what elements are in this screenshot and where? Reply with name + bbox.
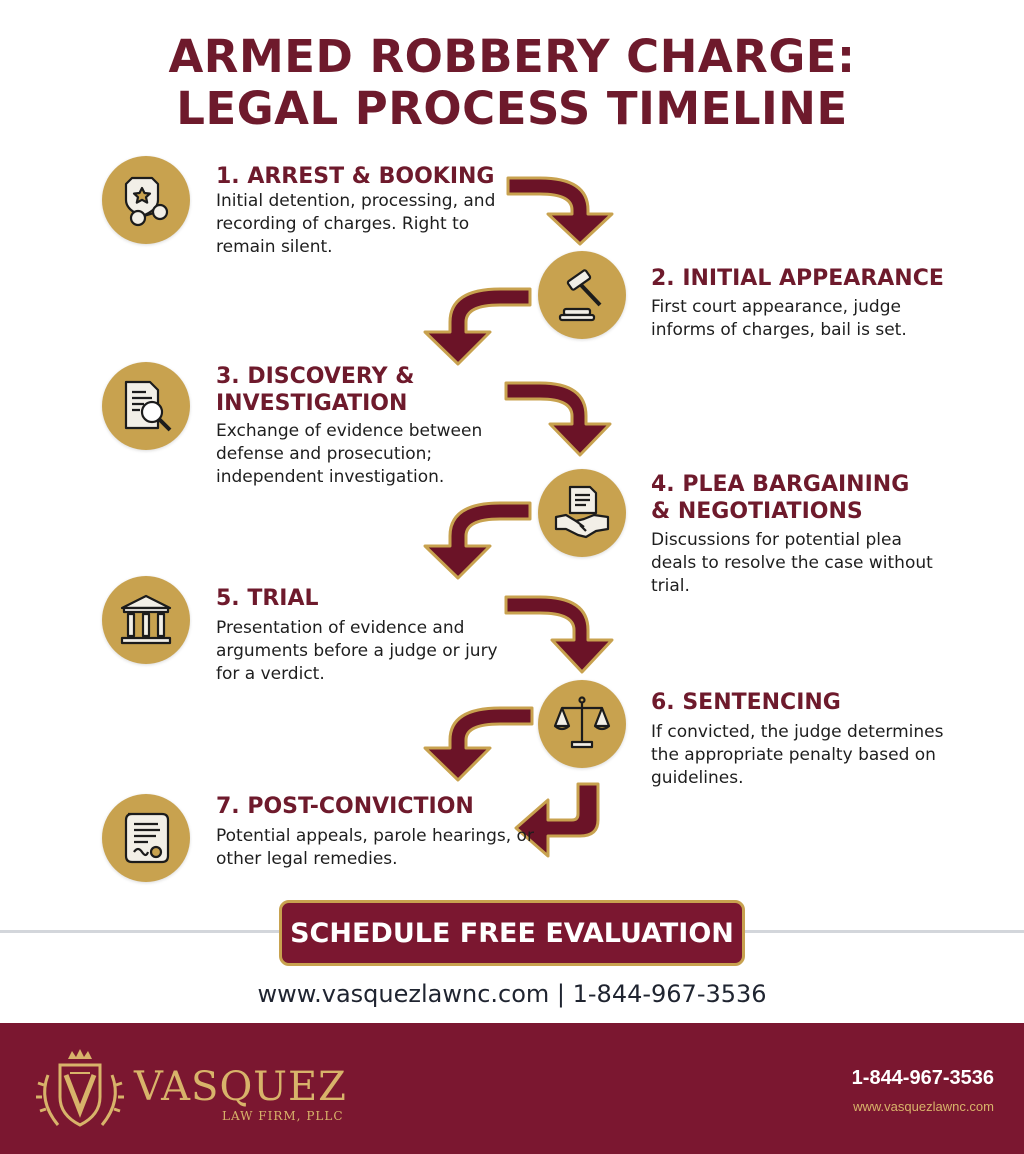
gavel-icon <box>538 251 626 339</box>
step-5-title: 5. TRIAL <box>216 586 319 611</box>
step-5-description: Presentation of evidence and arguments before a judge or jury for a verdict. <box>216 618 498 684</box>
document-magnifier-icon <box>102 362 190 450</box>
footer-brand-subtitle: LAW FIRM, PLLC <box>222 1109 344 1123</box>
step-6-description: If convicted, the judge determines the appropriate penalty based on guidelines. <box>651 722 944 788</box>
step-2-title: 2. INITIAL APPEARANCE <box>651 266 944 291</box>
footer-brand-name: VASQUEZ <box>134 1064 347 1110</box>
divider-right <box>744 930 1024 933</box>
step-3-title-line-2: INVESTIGATION <box>216 391 408 416</box>
step-4-title-line-2: & NEGOTIATIONS <box>651 499 863 524</box>
step-2-description: First court appearance, judge informs of charges, bail is set. <box>651 297 907 340</box>
handshake-document-icon <box>538 469 626 557</box>
schedule-evaluation-button[interactable]: SCHEDULE FREE EVALUATION <box>279 900 745 966</box>
step-1-title: 1. ARREST & BOOKING <box>216 164 495 189</box>
page-title-line-1: ARMED ROBBERY CHARGE: <box>168 30 856 83</box>
scroll-certificate-icon <box>102 794 190 882</box>
footer-phone[interactable]: 1-844-967-3536 <box>851 1067 994 1089</box>
step-6-title: 6. SENTENCING <box>651 690 841 715</box>
footer-url[interactable]: www.vasquezlawnc.com <box>853 1099 994 1114</box>
arrow-5-to-6 <box>506 597 612 672</box>
step-7-title: 7. POST-CONVICTION <box>216 794 474 819</box>
step-1-description: Initial detention, processing, and recording of charges. Right to remain silent. <box>216 191 496 257</box>
courthouse-icon <box>102 576 190 664</box>
badge-handcuffs-icon <box>102 156 190 244</box>
arrow-2-to-3 <box>425 289 530 364</box>
step-4-title-line-1: 4. PLEA BARGAINING <box>651 472 910 497</box>
step-7-description: Potential appeals, parole hearings, or other legal remedies. <box>216 826 534 869</box>
step-3-title-line-1: 3. DISCOVERY & <box>216 364 415 389</box>
arrow-4-to-5 <box>425 503 530 578</box>
step-3-description: Exchange of evidence between defense and prosecution; independent investigation. <box>216 421 483 487</box>
scales-of-justice-icon <box>538 680 626 768</box>
contact-line: www.vasquezlawnc.com | 1-844-967-3536 <box>257 980 767 1008</box>
firm-logo-icon <box>30 1045 130 1141</box>
arrow-6-to-7 <box>425 708 532 780</box>
arrow-1-to-2 <box>508 178 612 244</box>
page-title-line-2: LEGAL PROCESS TIMELINE <box>176 82 848 135</box>
footer <box>0 1023 1024 1154</box>
arrow-3-to-4 <box>506 383 610 455</box>
divider-left <box>0 930 280 933</box>
step-4-description: Discussions for potential plea deals to resolve the case without trial. <box>651 530 933 596</box>
